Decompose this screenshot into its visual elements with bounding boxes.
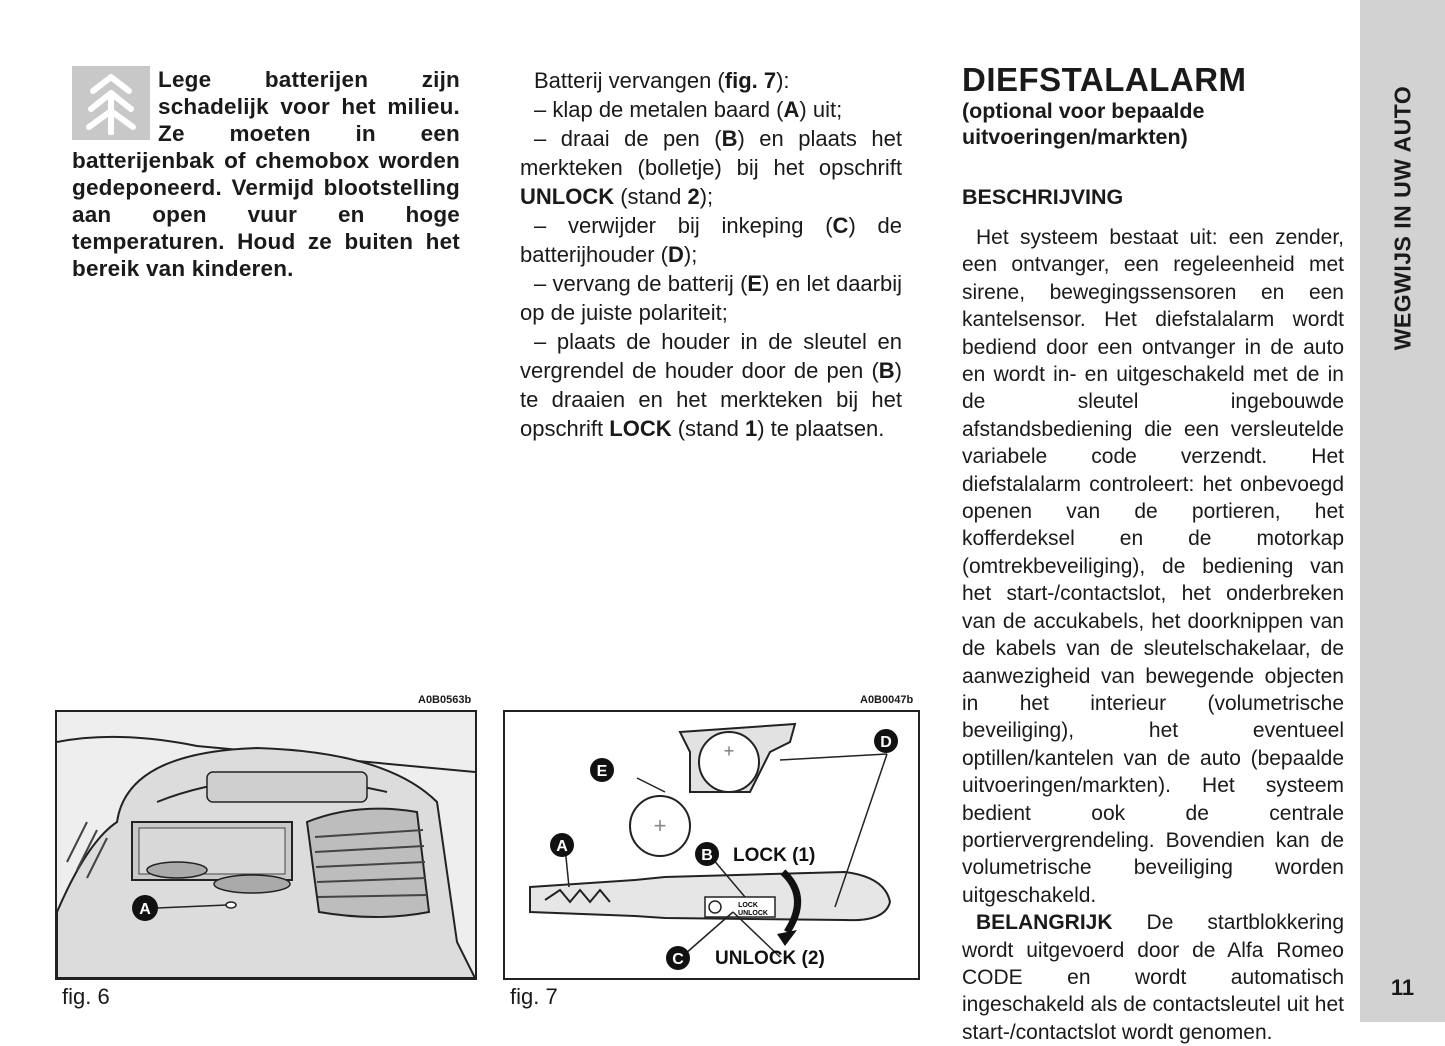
fig6-illustration	[55, 710, 477, 980]
step-1: – klap de metalen baard (A) uit;	[534, 97, 843, 122]
svg-text:+: +	[653, 813, 667, 838]
fig7-label-a: A	[556, 838, 568, 855]
fig6-code: A0B0563b	[418, 694, 472, 706]
chapter-title: WEGWIJS IN UW AUTO	[1389, 85, 1415, 351]
step-3: – verwijder bij inkeping (C) de batterijhouder (D);	[520, 213, 902, 267]
fig7-unlock-label: UNLOCK (2)	[715, 948, 825, 969]
svg-text:+: +	[723, 741, 735, 761]
important-paragraph: BELANGRIJK De startblokkering wordt uitgevoerd door de Alfa Romeo CODE en wordt automatisch ingeschakeld als de contactsleutel uit het start-/contactslot wordt genomen.	[962, 911, 1344, 1044]
fig7-label-d: D	[880, 734, 892, 751]
step-5: – plaats de houder in de sleutel en vergrendel de houder door de pen (B) te draaien en het merkteken bij het opschrift LOCK (stand 1) te plaatsen.	[520, 329, 902, 441]
battery-instructions	[520, 66, 902, 443]
fig7-label-b: B	[701, 847, 713, 864]
recycle-tree-icon	[72, 66, 150, 140]
section-title: DIEFSTALALARM	[962, 61, 1247, 98]
page-number: 11	[1390, 975, 1415, 1000]
important-label: BELANGRIJK	[976, 911, 1113, 935]
fig7-label-e: E	[596, 763, 608, 780]
fig7-caption: fig. 7	[510, 984, 558, 1009]
fig6-label-a: A	[139, 901, 151, 918]
fig7-lock-label: LOCK (1)	[733, 845, 816, 866]
key-drawing	[505, 712, 918, 978]
fig7-illustration	[503, 710, 920, 980]
step-4: – vervang de batterij (E) en let daarbij op de juiste polariteit;	[520, 271, 902, 325]
fig7-code: A0B0047b	[860, 694, 914, 706]
dashboard-drawing	[57, 712, 475, 978]
description-paragraph: Het systeem bestaat uit: een zender, een ontvanger, een regeleenheid met sirene, bewegingssensoren en een kantelsensor. Het diefstalalarm wordt bediend door een ontvanger in de auto en wordt in- en uitgeschakeld met de in de sleutel ingebouwde afstandsbediening die een versleutelde variabele code verzendt. Het diefstalalarm controleert: het onbevoegd openen van de portieren, het kofferdeksel en de motorkap (omtrekbeveiliging), de bediening van het start-/contactslot, het onderbreken van de accukabels, het doorknippen van de kabels van de sleutelschakelaar, de aanwezigheid van bewegende objecten in het interieur (volumetrische beveiliging), het eventueel optillen/kantelen van de auto (bepaalde uitvoeringen/markten). Het systeem bedient ook de centrale portiervergrendeling. Bovendien kan de volumetrische beveiliging worden uitgeschakeld.	[962, 226, 1344, 907]
fig6-caption: fig. 6	[62, 984, 110, 1009]
intro-paragraph: Batterij vervangen (fig. 7):	[534, 68, 790, 93]
step-2: – draai de pen (B) en plaats het merkteken (bolletje) bij het opschrift UNLOCK (stand 2);	[520, 126, 902, 209]
warning-column	[72, 66, 460, 282]
key-lock-text: LOCK	[738, 902, 758, 909]
subsection-heading: BESCHRIJVING	[962, 185, 1124, 209]
description-block	[962, 224, 1344, 1046]
warning-text: Lege batterijen zijn schadelijk voor het milieu. Ze moeten in een batterijenbak of chemobox worden gedeponeerd. Vermijd blootstelling aan open vuur en hoge temperaturen. Houd ze buiten het bereik van kinderen.	[72, 67, 460, 281]
key-unlock-text: UNLOCK	[738, 910, 768, 917]
section-subtitle: (optional voor bepaalde uitvoeringen/markten)	[962, 99, 1205, 149]
alarm-column	[962, 62, 1344, 1046]
fig7-label-c: C	[672, 951, 684, 968]
environment-warning	[72, 66, 460, 282]
